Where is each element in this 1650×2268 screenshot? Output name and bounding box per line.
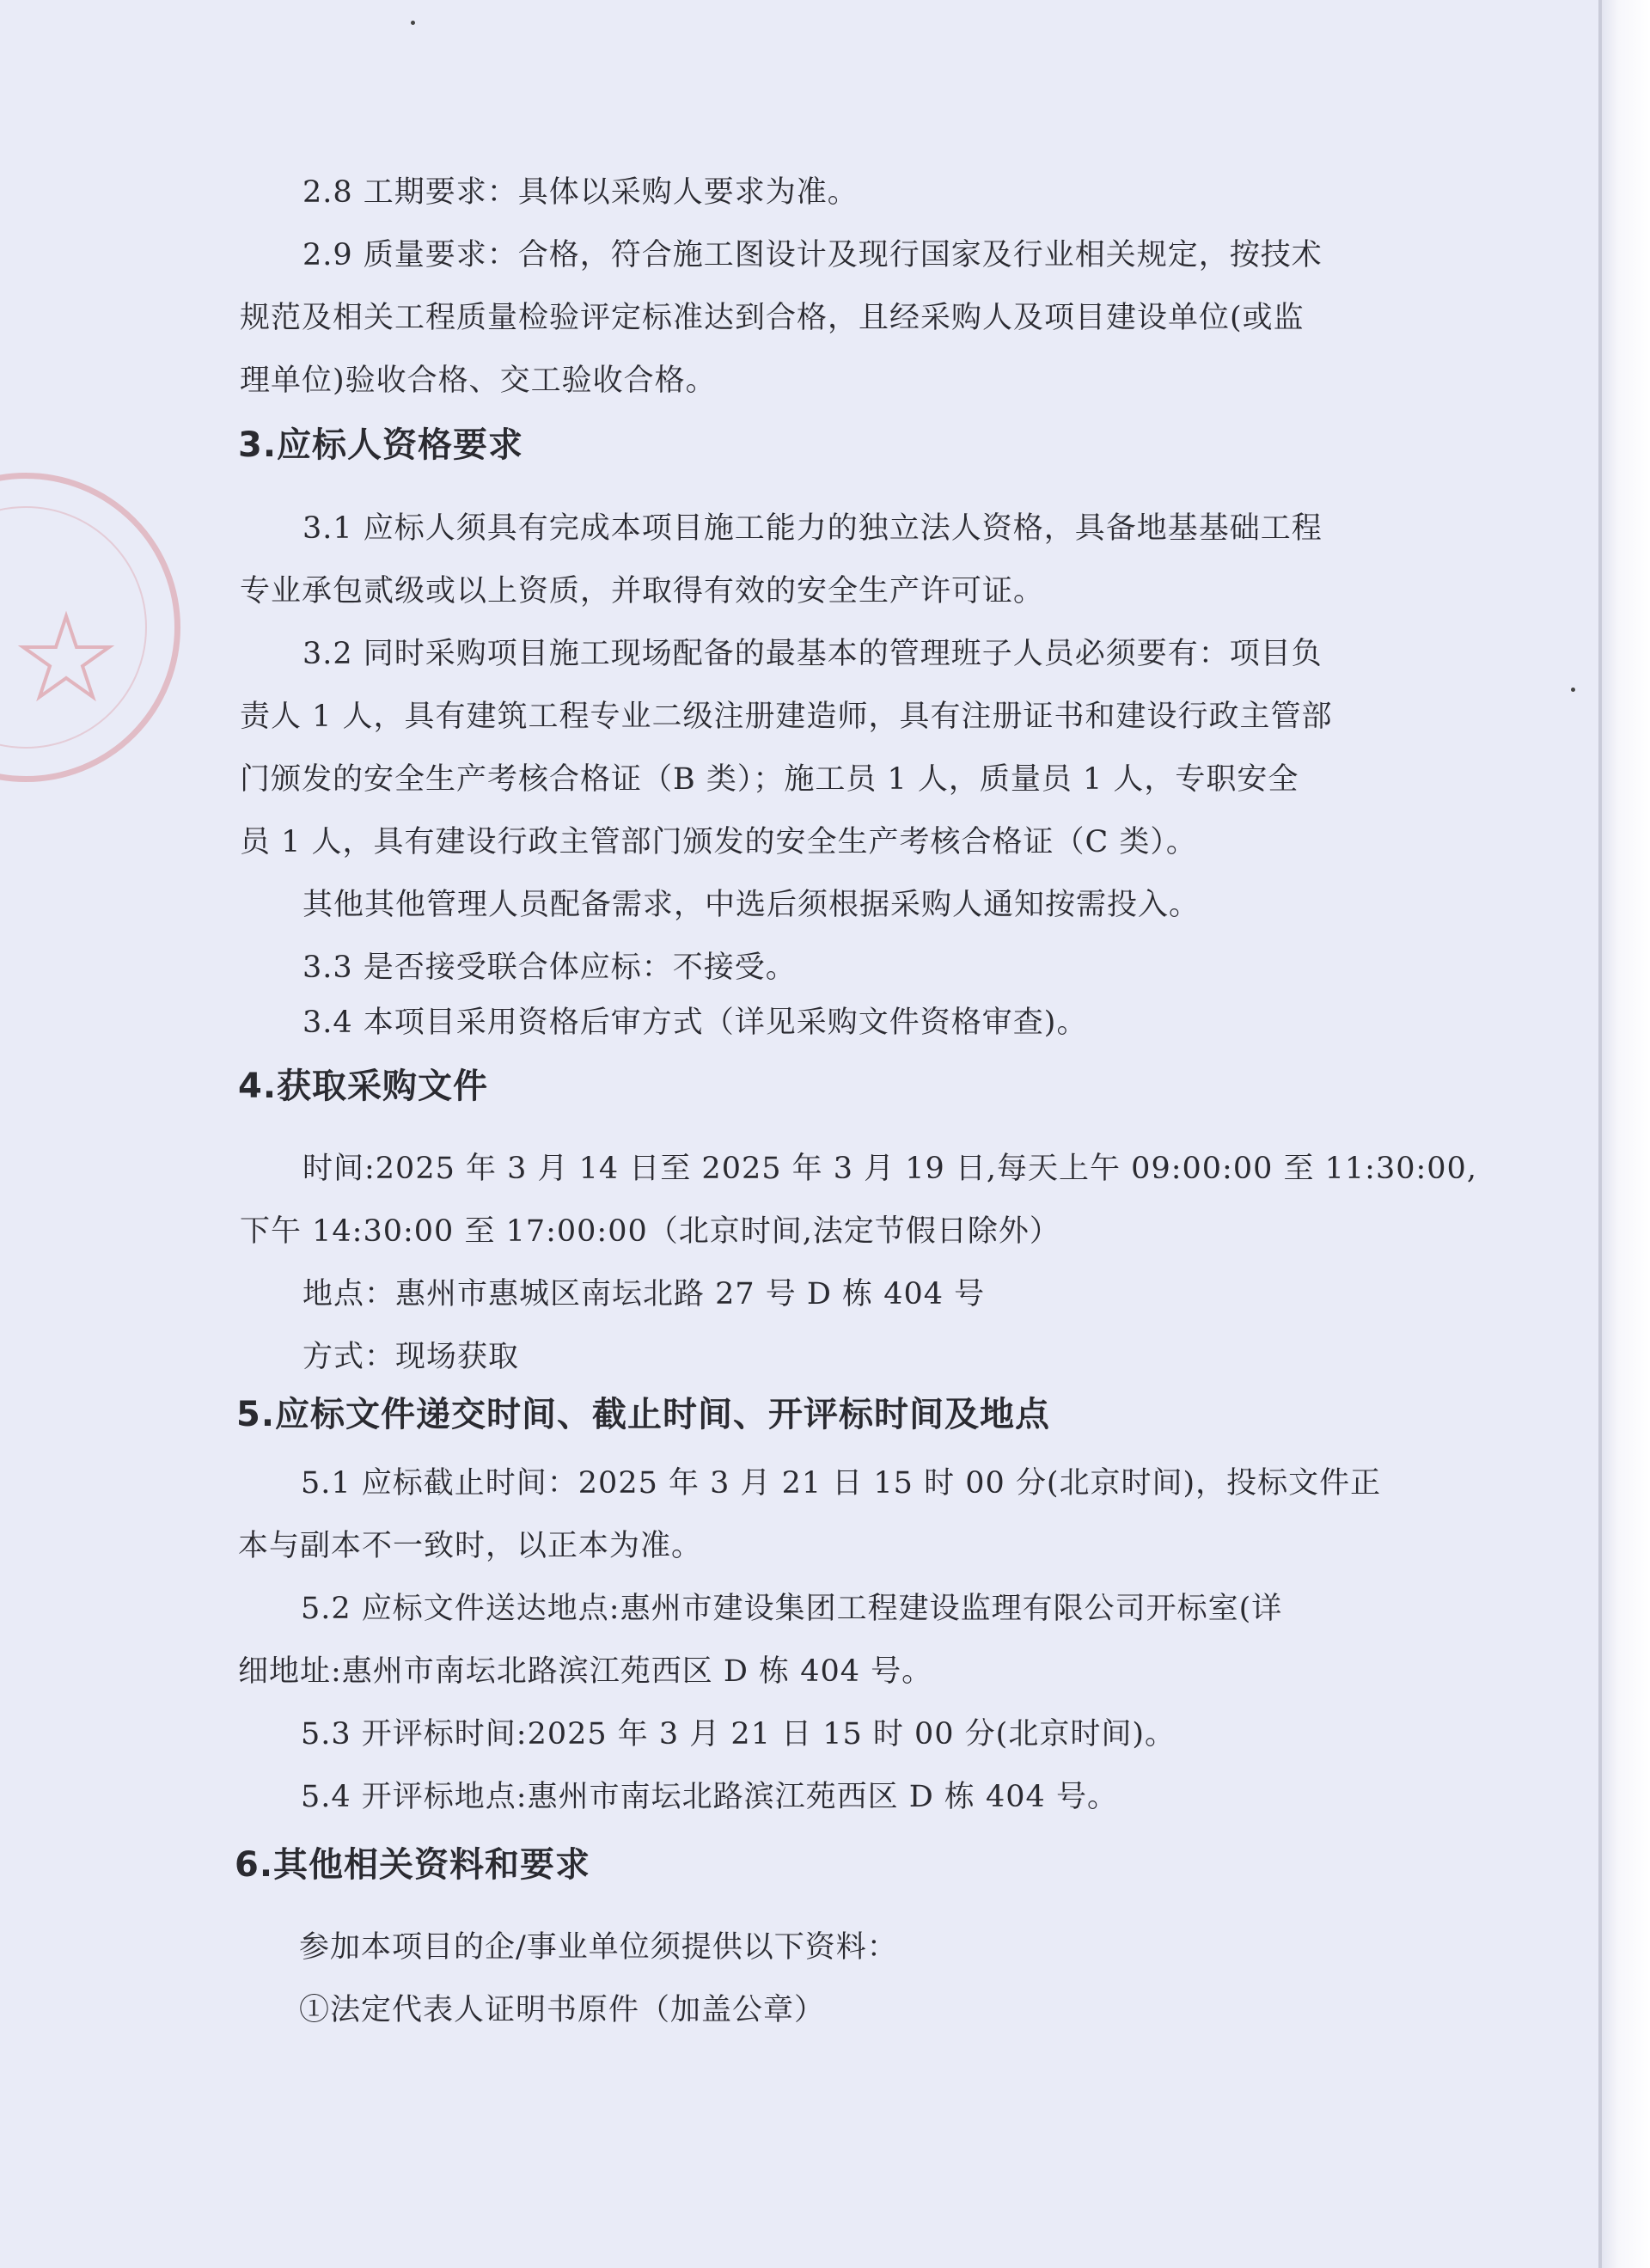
clause-5-2-line-2: 细地址:惠州市南坛北路滨江苑西区 D 栋 404 号。 [238, 1654, 933, 1689]
clause-3-1-line-2: 专业承包贰级或以上资质，并取得有效的安全生产许可证。 [240, 574, 1045, 608]
clause-2-9-line-2: 规范及相关工程质量检验评定标准达到合格，且经采购人及项目建设单位(或监 [240, 301, 1305, 335]
scan-right-margin [1598, 0, 1650, 2268]
obtain-time-line-2: 下午 14:30:00 至 17:00:00（北京时间,法定节假日除外） [240, 1214, 1060, 1249]
clause-3-2-line-2: 责人 1 人，具有建筑工程专业二级注册建造师，具有注册证书和建设行政主管部 [240, 700, 1333, 734]
company-seal [0, 473, 180, 782]
clause-3-1-line-1: 3.1 应标人须具有完成本项目施工能力的独立法人资格，具备地基基础工程 [302, 511, 1323, 546]
clause-5-1-line-2: 本与副本不一致时，以正本为准。 [238, 1529, 703, 1563]
clause-3-3: 3.3 是否接受联合体应标：不接受。 [302, 951, 797, 985]
obtain-time-line-1: 时间:2025 年 3 月 14 日至 2025 年 3 月 19 日,每天上午 09:00:00 至 11:30:00, [302, 1152, 1477, 1186]
speck [1571, 688, 1575, 692]
clause-2-9-line-1: 2.9 质量要求：合格，符合施工图设计及现行国家及行业相关规定，按技术 [302, 238, 1323, 272]
obtain-method: 方式：现场获取 [302, 1340, 520, 1374]
clause-3-2-line-4: 员 1 人，具有建设行政主管部门颁发的安全生产考核合格证（C 类）。 [240, 825, 1197, 859]
clause-5-1-line-1: 5.1 应标截止时间：2025 年 3 月 21 日 15 时 00 分(北京时间)，投标文件正 [301, 1466, 1382, 1501]
clause-2-8: 2.8 工期要求：具体以采购人要求为准。 [302, 175, 859, 210]
clause-5-4: 5.4 开评标地点:惠州市南坛北路滨江苑西区 D 栋 404 号。 [301, 1780, 1118, 1814]
clause-5-3: 5.3 开评标时间:2025 年 3 月 21 日 15 时 00 分(北京时间)。 [301, 1717, 1176, 1751]
section-5-heading: 5.应标文件递交时间、截止时间、开评标时间及地点 [236, 1395, 1051, 1434]
clause-3-2-line-1: 3.2 同时采购项目施工现场配备的最基本的管理班子人员必须要有：项目负 [302, 637, 1323, 671]
required-docs-intro: 参加本项目的企/事业单位须提供以下资料： [299, 1930, 898, 1965]
clause-2-9-line-3: 理单位)验收合格、交工验收合格。 [240, 364, 717, 398]
clause-other-staff: 其他其他管理人员配备需求，中选后须根据采购人通知按需投入。 [302, 888, 1201, 922]
required-doc-1: ①法定代表人证明书原件（加盖公章） [299, 1993, 826, 2027]
speck [411, 21, 415, 25]
clause-3-2-line-3: 门颁发的安全生产考核合格证（B 类）；施工员 1 人，质量员 1 人，专职安全 [240, 762, 1299, 797]
clause-3-4: 3.4 本项目采用资格后审方式（详见采购文件资格审查)。 [302, 1006, 1088, 1040]
section-4-heading: 4.获取采购文件 [238, 1067, 489, 1106]
clause-5-2-line-1: 5.2 应标文件送达地点:惠州市建设集团工程建设监理有限公司开标室(详 [301, 1592, 1283, 1626]
seal-star-icon [0, 479, 174, 776]
section-6-heading: 6.其他相关资料和要求 [235, 1845, 591, 1885]
obtain-location: 地点：惠州市惠城区南坛北路 27 号 D 栋 404 号 [302, 1277, 986, 1311]
section-3-heading: 3.应标人资格要求 [238, 425, 524, 465]
